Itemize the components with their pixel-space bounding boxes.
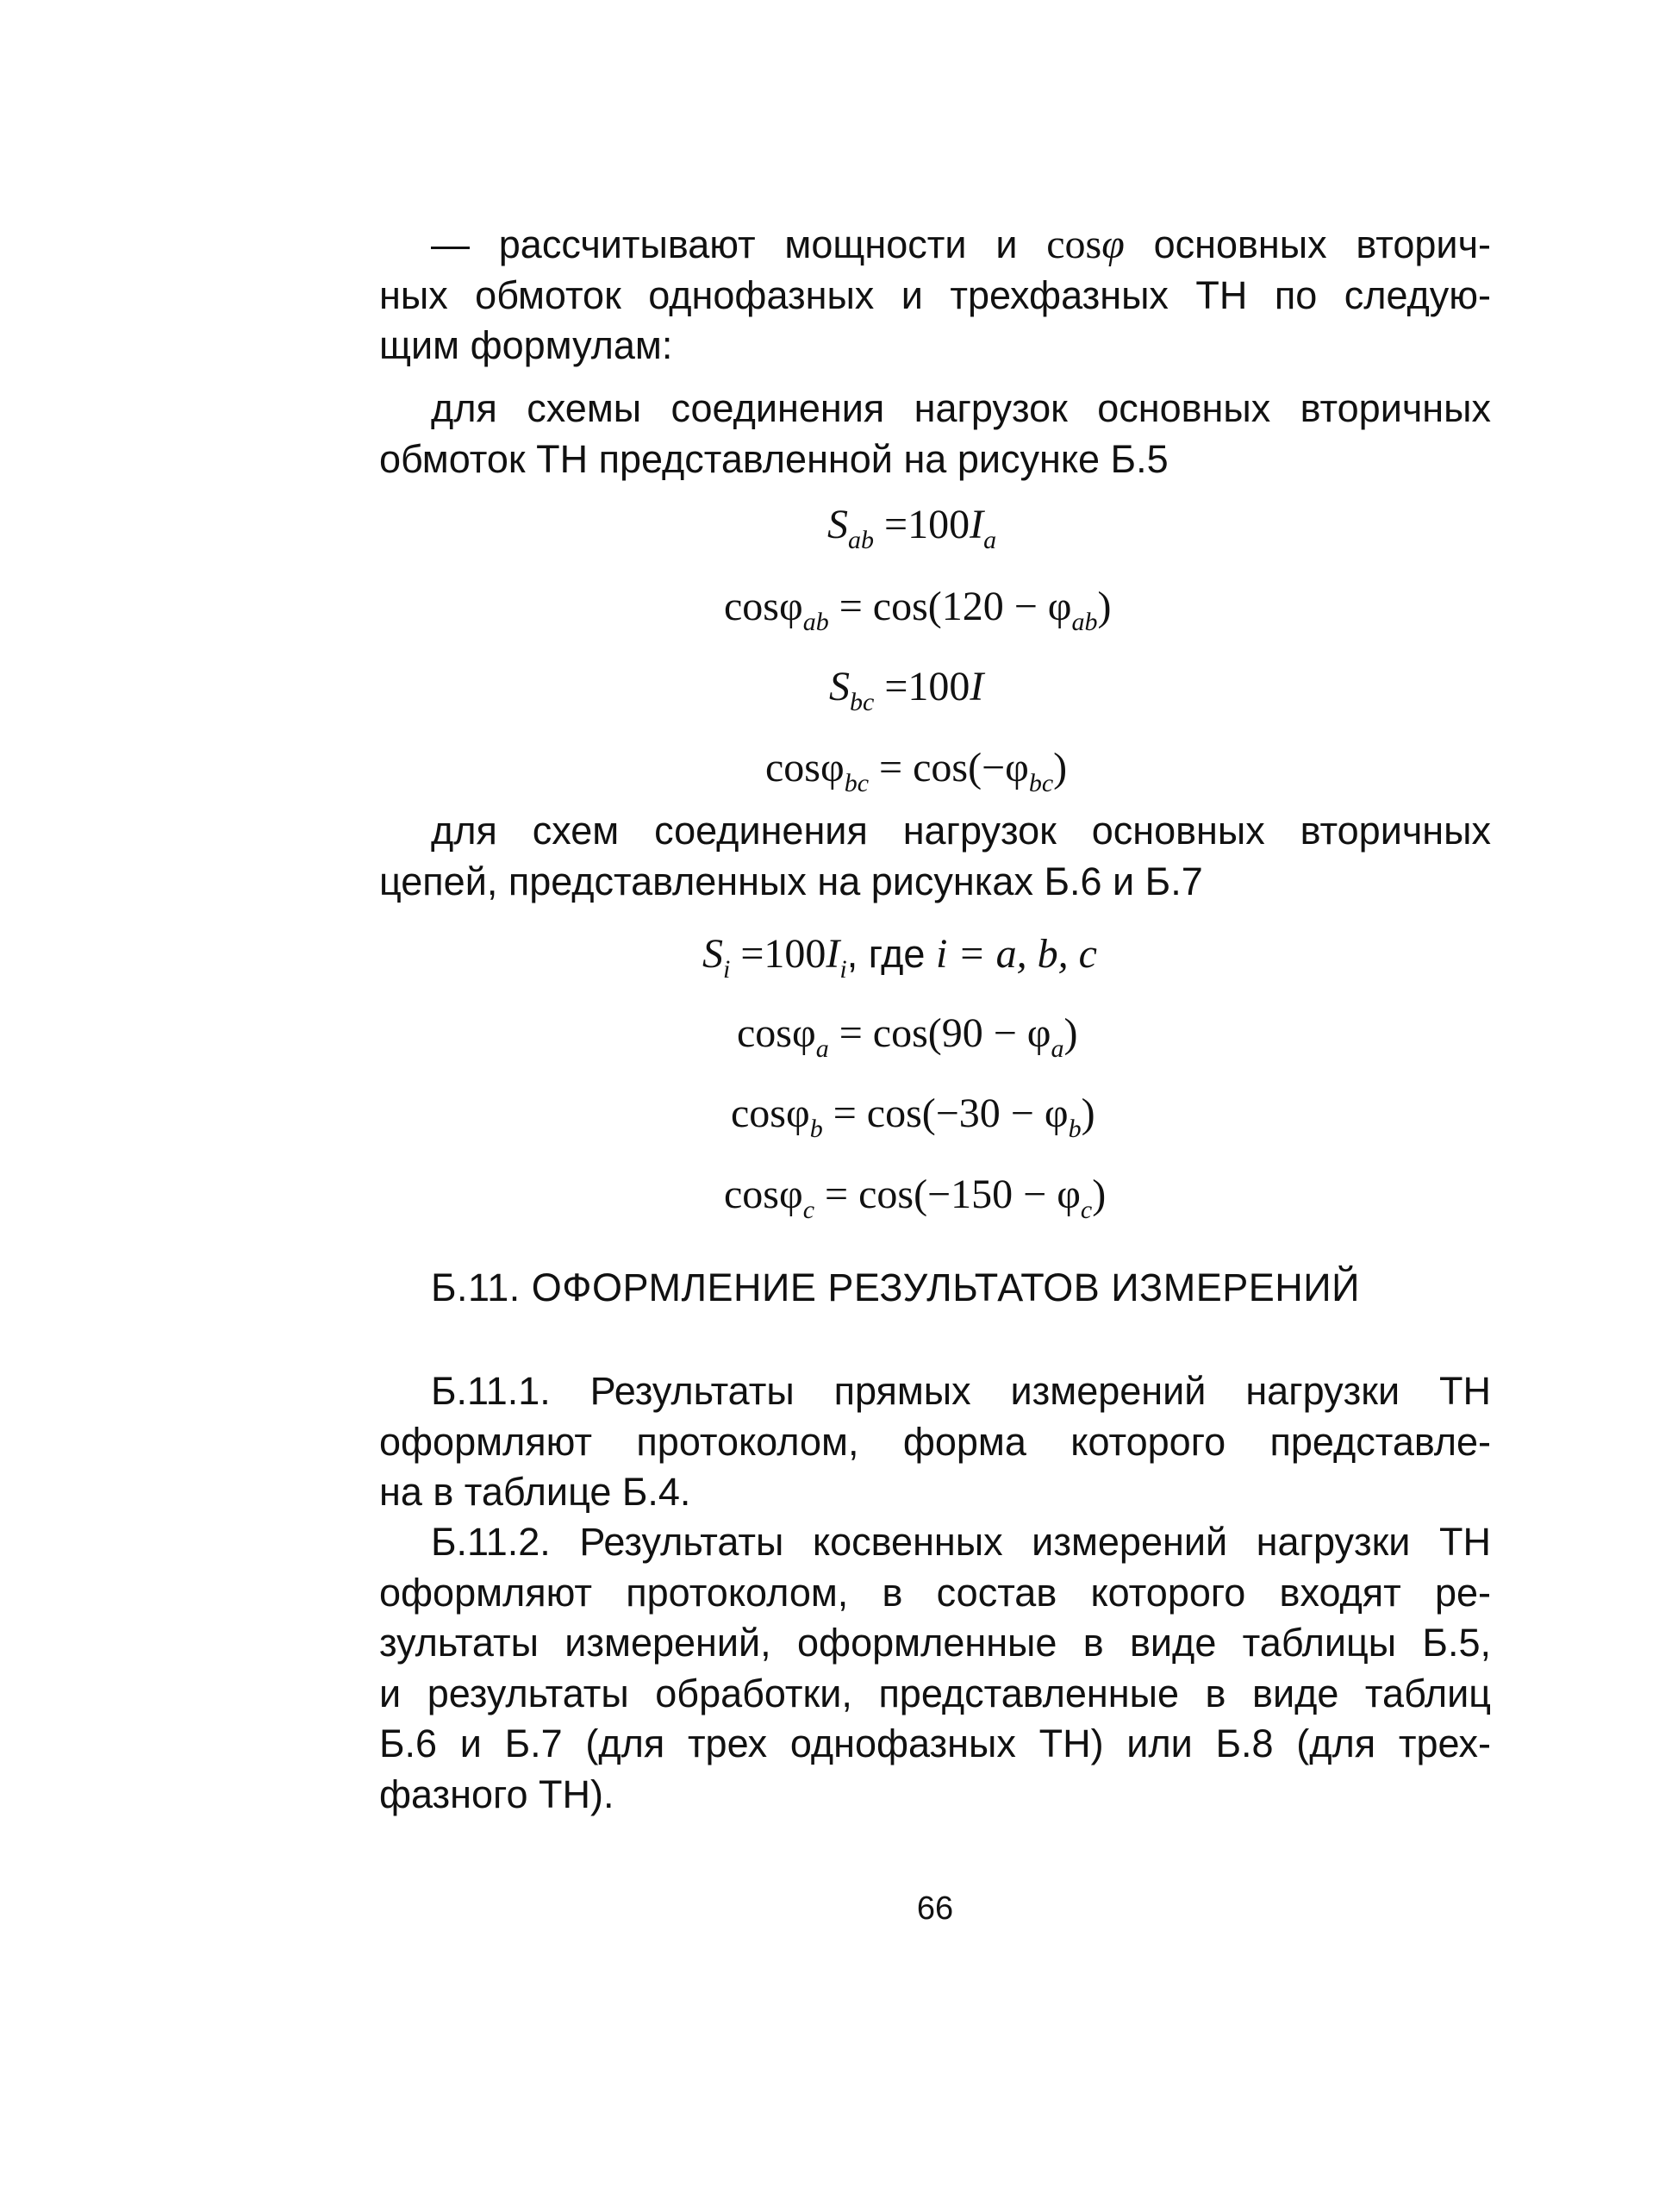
paragraph-fig-b5: для схемы соединения нагрузок основных вторичных обмоток ТН представленной на рисунке Б.5	[379, 386, 1491, 481]
paragraph-fig-b6-b7: для схем соединения нагрузок основных вторичных цепей, представленных на рисунках Б.6 и Б.7	[379, 809, 1491, 903]
formula-cos-c: $\cos\varphi_c = \cos(-150 - \varphi_c)$	[724, 1172, 1107, 1224]
cos-phi-inline: cosφ	[1046, 222, 1125, 267]
section-heading: Б.11. ОФОРМЛЕНИЕ РЕЗУЛЬТАТОВ ИЗМЕРЕНИЙ	[431, 1265, 1360, 1309]
intro-paragraph: — рассчитывают мощности и cosφ основных вторич- ных обмоток однофазных и трехфазных ТН по следую- щим формулам:	[379, 222, 1491, 367]
formula-cos-a: $\cos\varphi_a = \cos(90 - \varphi_a)$	[737, 1010, 1078, 1063]
formula-s-ab: $S_{ab} =100I_a$	[827, 502, 997, 554]
formula-s-bc: $S_{bc} =100I$	[829, 664, 984, 716]
formula-cos-b: $\cos\varphi_b = \cos(-30 - \varphi_b)$	[731, 1090, 1095, 1143]
document-page	[379, 220, 1491, 2168]
page-number: 66	[916, 1890, 954, 1927]
paragraph-b11-2: Б.11.2. Результаты косвенных измерений нагрузки ТН оформляют протоколом, в состав которого входят ре- зультаты измерений, оформленные в виде таблицы Б.5, и результаты обработки, представленные в виде таблиц Б.6 и Б.7 (для трех однофазных ТН) или Б.8 (для трех- фазного ТН).	[379, 1520, 1491, 1816]
formula-cos-bc: $\cos\varphi_{bc} = \cos(-\varphi_{bc})$	[765, 745, 1068, 797]
formula-s-i: $S_i =100I_i$, где i = a, b, c	[702, 931, 1097, 984]
formula-cos-ab: $\cos\varphi_{ab} = \cos(120 - \varphi_{ab})$	[724, 584, 1112, 636]
paragraph-b11-1: Б.11.1. Результаты прямых измерений нагрузки ТН оформляют протоколом, форма которого представле- на в таблице Б.4.	[379, 1369, 1491, 1514]
